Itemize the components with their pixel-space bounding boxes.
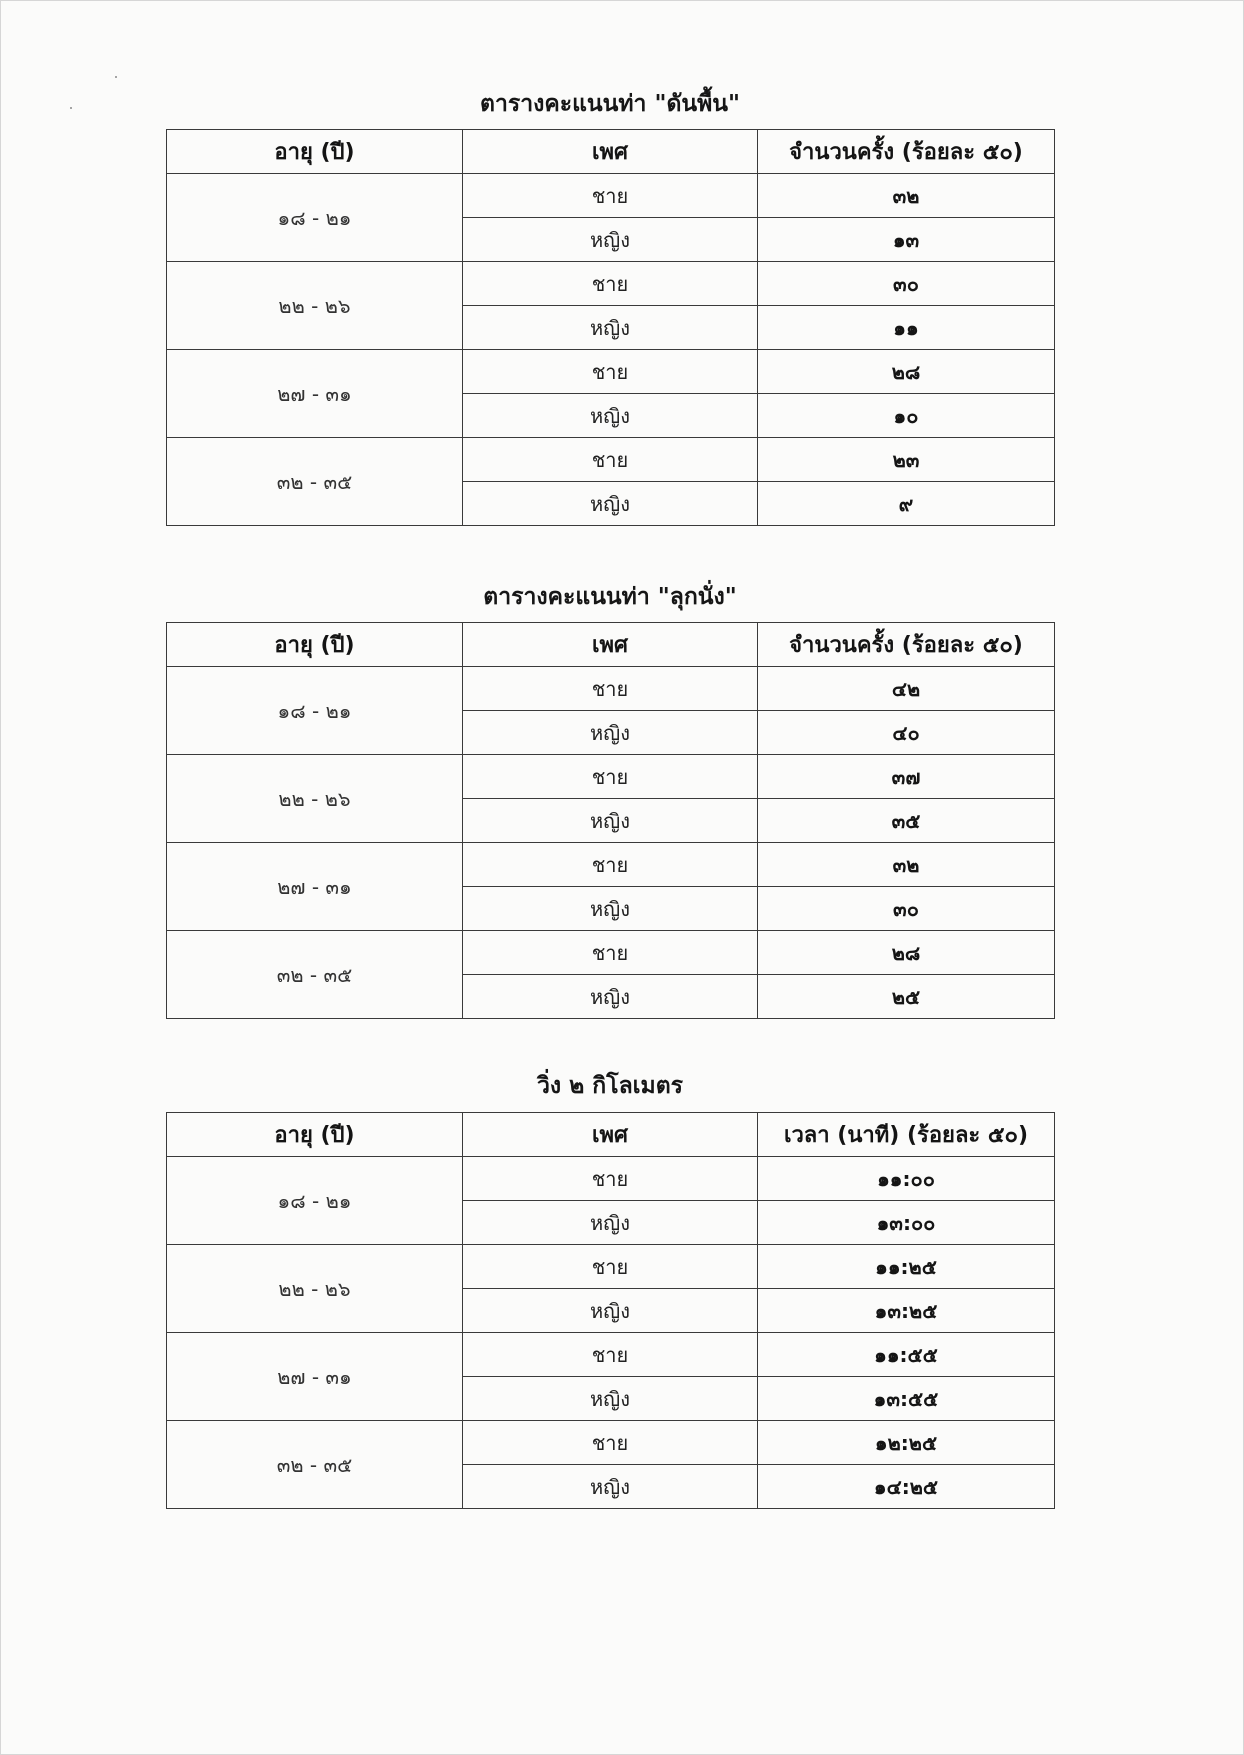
situp-score-table (166, 622, 1055, 1019)
age-column-header: อายุ (ปี) (167, 623, 463, 667)
gender-male-cell: ชาย (463, 262, 758, 306)
run-table-title: วิ่ง ๒ กิโลเมตร (536, 1073, 683, 1099)
score-value-cell: ๓๒ (758, 174, 1055, 218)
age-range-cell: ๑๘ - ๒๑ (167, 1157, 463, 1245)
score-value-cell: ๔๐ (758, 711, 1055, 755)
table-row (167, 667, 1055, 711)
gender-column-header: เพศ (463, 130, 758, 174)
score-value-cell: ๒๕ (758, 975, 1055, 1019)
age-range-cell: ๑๘ - ๒๑ (167, 667, 463, 755)
gender-female-cell: หญิง (463, 711, 758, 755)
gender-male-cell: ชาย (463, 1157, 758, 1201)
age-range-cell: ๓๒ - ๓๕ (167, 438, 463, 526)
run-score-table (166, 1112, 1055, 1509)
score-value-cell: ๓๐ (758, 887, 1055, 931)
age-range-cell: ๓๒ - ๓๕ (167, 931, 463, 1019)
score-value-cell: ๒๓ (758, 438, 1055, 482)
time-value-cell: ๑๓:๕๕ (758, 1377, 1055, 1421)
table-header-row (167, 130, 1055, 174)
gender-female-cell: หญิง (463, 1465, 758, 1509)
table-row (167, 1245, 1055, 1289)
gender-female-cell: หญิง (463, 1377, 758, 1421)
table-row (167, 1157, 1055, 1201)
gender-female-cell: หญิง (463, 887, 758, 931)
gender-female-cell: หญิง (463, 1201, 758, 1245)
table-row (167, 843, 1055, 887)
count-column-header: จำนวนครั้ง (ร้อยละ ๕๐) (758, 623, 1055, 667)
gender-male-cell: ชาย (463, 755, 758, 799)
gender-female-cell: หญิง (463, 218, 758, 262)
time-value-cell: ๑๒:๒๕ (758, 1421, 1055, 1465)
score-value-cell: ๒๘ (758, 350, 1055, 394)
table-row (167, 174, 1055, 218)
age-range-cell: ๑๘ - ๒๑ (167, 174, 463, 262)
table-row (167, 931, 1055, 975)
gender-column-header: เพศ (463, 623, 758, 667)
age-range-cell: ๒๒ - ๒๖ (167, 262, 463, 350)
gender-male-cell: ชาย (463, 174, 758, 218)
score-value-cell: ๔๒ (758, 667, 1055, 711)
score-value-cell: ๓๗ (758, 755, 1055, 799)
age-range-cell: ๒๗ - ๓๑ (167, 843, 463, 931)
age-column-header: อายุ (ปี) (167, 130, 463, 174)
score-value-cell: ๑๑ (758, 306, 1055, 350)
time-column-header: เวลา (นาที) (ร้อยละ ๕๐) (758, 1113, 1055, 1157)
count-column-header: จำนวนครั้ง (ร้อยละ ๕๐) (758, 130, 1055, 174)
table-header-row (167, 1113, 1055, 1157)
age-range-cell: ๒๒ - ๒๖ (167, 1245, 463, 1333)
score-value-cell: ๓๕ (758, 799, 1055, 843)
gender-female-cell: หญิง (463, 482, 758, 526)
score-value-cell: ๒๘ (758, 931, 1055, 975)
age-range-cell: ๒๗ - ๓๑ (167, 1333, 463, 1421)
gender-male-cell: ชาย (463, 667, 758, 711)
pushup-score-table (166, 129, 1055, 526)
time-value-cell: ๑๔:๒๕ (758, 1465, 1055, 1509)
score-value-cell: ๓๒ (758, 843, 1055, 887)
gender-female-cell: หญิง (463, 799, 758, 843)
gender-male-cell: ชาย (463, 438, 758, 482)
table-row (167, 1333, 1055, 1377)
table-row (167, 1421, 1055, 1465)
time-value-cell: ๑๑:๐๐ (758, 1157, 1055, 1201)
table-row (167, 755, 1055, 799)
scan-speck (115, 76, 117, 78)
situp-table-title: ตารางคะแนนท่า "ลุกนั่ง" (483, 584, 737, 610)
gender-female-cell: หญิง (463, 975, 758, 1019)
gender-male-cell: ชาย (463, 931, 758, 975)
gender-male-cell: ชาย (463, 1245, 758, 1289)
gender-male-cell: ชาย (463, 350, 758, 394)
table-header-row (167, 623, 1055, 667)
gender-column-header: เพศ (463, 1113, 758, 1157)
table-row (167, 438, 1055, 482)
age-range-cell: ๒๒ - ๒๖ (167, 755, 463, 843)
table-row (167, 262, 1055, 306)
scan-speck (70, 107, 72, 109)
pushup-table-title: ตารางคะแนนท่า "ดันพื้น" (480, 91, 740, 117)
gender-male-cell: ชาย (463, 1421, 758, 1465)
gender-female-cell: หญิง (463, 1289, 758, 1333)
time-value-cell: ๑๓:๐๐ (758, 1201, 1055, 1245)
gender-male-cell: ชาย (463, 843, 758, 887)
score-value-cell: ๓๐ (758, 262, 1055, 306)
age-range-cell: ๒๗ - ๓๑ (167, 350, 463, 438)
gender-female-cell: หญิง (463, 306, 758, 350)
gender-male-cell: ชาย (463, 1333, 758, 1377)
time-value-cell: ๑๑:๕๕ (758, 1333, 1055, 1377)
score-value-cell: ๑๓ (758, 218, 1055, 262)
time-value-cell: ๑๑:๒๕ (758, 1245, 1055, 1289)
gender-female-cell: หญิง (463, 394, 758, 438)
table-row (167, 350, 1055, 394)
time-value-cell: ๑๓:๒๕ (758, 1289, 1055, 1333)
score-value-cell: ๙ (758, 482, 1055, 526)
age-range-cell: ๓๒ - ๓๕ (167, 1421, 463, 1509)
age-column-header: อายุ (ปี) (167, 1113, 463, 1157)
score-value-cell: ๑๐ (758, 394, 1055, 438)
